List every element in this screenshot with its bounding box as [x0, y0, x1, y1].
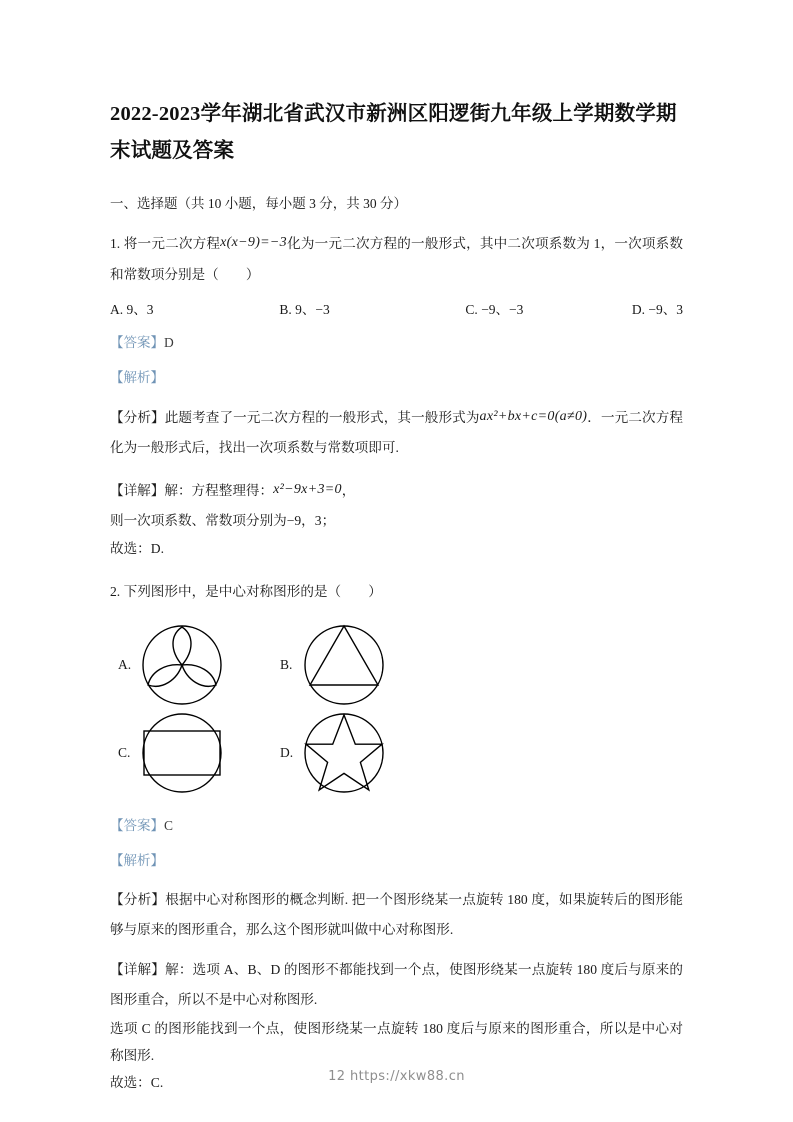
figure-option-c[interactable] — [118, 711, 224, 795]
question-1-formula: x(x−9)=−3 — [220, 235, 287, 250]
question-1-options — [110, 300, 683, 320]
page-title: 2022-2023学年湖北省武汉市新洲区阳逻街九年级上学期数学期末试题及答案 — [110, 103, 677, 162]
question-2-stem-text: 下列图形中，是中心对称图形的是（ ） — [123, 584, 382, 599]
question-2-analysis — [110, 885, 683, 945]
question-1 — [110, 227, 683, 562]
question-2-number: 2. — [110, 584, 121, 599]
explain-label: 【解析】 — [110, 370, 164, 385]
question-1-stem — [110, 227, 683, 290]
question-2-answer — [110, 816, 683, 836]
question-1-detail-line2: 则一次项系数、常数项分别为−9，3； — [110, 513, 336, 528]
analysis-label: 【分析】 — [110, 410, 165, 425]
analysis-text-a: 此题考查了一元二次方程的一般形式，其一般形式为 — [164, 410, 480, 425]
answer-label: 【答案】 — [110, 818, 164, 833]
question-1-answer — [110, 333, 683, 353]
option-b[interactable] — [279, 300, 465, 320]
question-2-stem — [110, 576, 683, 607]
question-2-detail — [110, 955, 683, 1015]
option-a-text: 9、3 — [126, 302, 154, 317]
question-1-detail-line3: 故选：D. — [110, 541, 164, 556]
figure-option-b-key: B. — [280, 657, 293, 672]
option-c-key: C. — [465, 302, 478, 317]
figure-option-b[interactable] — [280, 623, 386, 707]
figure-option-c-key: C. — [118, 745, 131, 760]
question-1-detail — [110, 475, 683, 506]
analysis-label: 【分析】 — [110, 892, 166, 907]
section-heading: 一、选择题（共 10 小题，每小题 3 分，共 30 分） — [110, 196, 407, 211]
question-1-stem-part3: 的一般形式，其中二次项系数为 1，一次项系数和常数项分别是（ ） — [110, 236, 684, 282]
option-b-key: B. — [279, 302, 292, 317]
option-c-text: −9、−3 — [481, 302, 524, 317]
answer-value: D — [164, 335, 174, 350]
question-2 — [110, 576, 683, 1096]
option-d[interactable] — [632, 300, 683, 320]
question-1-analysis — [110, 402, 683, 463]
detail-formula: x²−9x+3=0 — [273, 482, 342, 497]
answer-value: C — [164, 818, 174, 833]
circle-triangle-icon — [302, 623, 386, 707]
circle-trefoil-icon — [140, 623, 224, 707]
option-a[interactable] — [110, 300, 279, 320]
analysis-text-b: ．一元二次方程化为一般形式后，找出一次项系数与常数项即可. — [110, 410, 684, 455]
option-d-key: D. — [631, 302, 645, 317]
detail-label: 【详解】 — [110, 962, 166, 977]
figure-option-a[interactable] — [118, 623, 224, 707]
question-1-number: 1. — [110, 236, 121, 251]
question-1-stem-part1: 将一元二次方程 — [123, 236, 221, 251]
question-1-explain-label — [110, 368, 683, 388]
detail-text-a: 解：选项 A、B、D 的图形不都能找到一个点，使图形绕某一点旋转 180 度后与原来的图形重合，所以不是中心对称图形. — [110, 962, 683, 1007]
figure-option-d-key: D. — [280, 745, 294, 760]
option-d-text: −9、3 — [648, 302, 683, 317]
page-footer: 12 https://xkw88.cn — [328, 1069, 465, 1084]
analysis-text: 根据中心对称图形的概念判断. 把一个图形绕某一点旋转 180 度，如果旋转后的图形能够与原来的图形重合，那么这个图形就叫做中心对称图形. — [110, 892, 684, 937]
detail-label: 【详解】 — [110, 483, 165, 498]
question-2-detail-line2: 选项 C 的图形能找到一个点，使图形绕某一点旋转 180 度后与原来的图形重合，所以是中心对称图形. — [110, 1021, 683, 1063]
figure-option-d[interactable] — [280, 711, 386, 795]
detail-text-b: ， — [341, 483, 356, 498]
option-a-key: A. — [110, 302, 124, 317]
question-2-detail-line3: 故选：C. — [110, 1075, 164, 1090]
option-b-text: 9、−3 — [295, 302, 330, 317]
detail-text-a: 解：方程整理得： — [164, 483, 274, 498]
answer-label: 【答案】 — [110, 335, 164, 350]
analysis-formula: ax²+bx+c=0(a≠0) — [479, 409, 588, 424]
question-2-explain-label — [110, 851, 683, 871]
question-1-stem-part2: 化为一元二次方程 — [286, 236, 398, 251]
circle-rectangle-icon — [140, 711, 224, 795]
option-c[interactable] — [465, 300, 631, 320]
circle-star-icon — [302, 711, 386, 795]
figure-option-a-key: A. — [118, 657, 132, 672]
explain-label: 【解析】 — [110, 853, 164, 868]
question-2-figure-options — [110, 623, 683, 803]
